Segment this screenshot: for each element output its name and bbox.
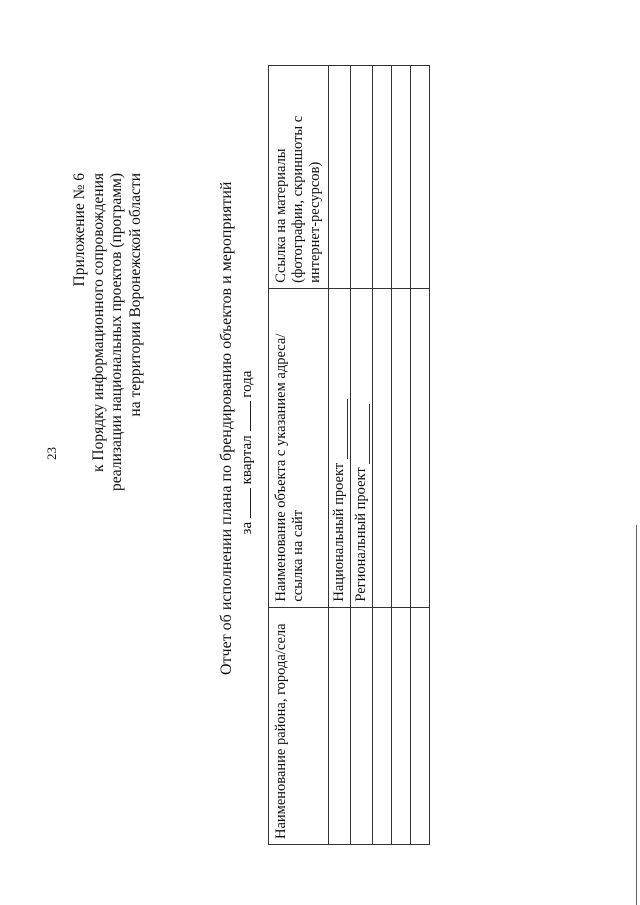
cell-national-project [329, 288, 351, 607]
empty-cell [392, 288, 411, 607]
header-district: Наименование района, города/села [269, 607, 329, 844]
cell-materials [329, 66, 351, 289]
header-object: Наименование объекта с указанием адреса/ ссылка на сайт [269, 288, 329, 607]
period-prefix: за [239, 521, 255, 535]
report-table [268, 65, 430, 845]
empty-cell [392, 66, 411, 289]
appendix-line: реализации национальных проектов (программ) [108, 173, 125, 492]
appendix-line: к Порядку информационного сопровождения [89, 173, 107, 473]
empty-cell [373, 607, 392, 844]
period-year: года [239, 370, 255, 398]
table-row [411, 66, 430, 845]
cell-regional-project [351, 288, 373, 607]
empty-cell [411, 607, 430, 844]
fill-line [347, 399, 348, 459]
header-materials: Ссылка на материалы (фотографии, скриншоты с интернет-ресурсов) [269, 66, 329, 289]
row-label-national: Национальный проект [331, 462, 347, 602]
table-row [392, 66, 411, 845]
empty-cell [373, 288, 392, 607]
table-row [373, 66, 392, 845]
report-period [236, 0, 256, 905]
empty-cell [411, 66, 430, 289]
empty-cell [373, 66, 392, 289]
appendix-line: на территории Воронежской области [126, 173, 144, 417]
table-header-row [269, 66, 329, 845]
cell-materials [351, 66, 373, 289]
table-row-national [329, 66, 351, 845]
cell-district [351, 607, 373, 844]
appendix-line: Приложение № 6 [71, 173, 88, 287]
empty-cell [392, 607, 411, 844]
year-blank [236, 401, 251, 431]
report-title: Отчет об исполнении плана по брендированию объектов и мероприятий [218, 181, 235, 675]
empty-cell [411, 288, 430, 607]
row-label-regional: Региональный проект [353, 467, 369, 602]
fill-line [369, 404, 370, 464]
cell-district [329, 607, 351, 844]
table-row-regional [351, 66, 373, 845]
quarter-blank [236, 488, 251, 518]
appendix-header [71, 173, 145, 491]
page-number: 23 [44, 447, 59, 460]
period-quarter: квартал [239, 435, 255, 485]
footer-divider [636, 525, 637, 905]
